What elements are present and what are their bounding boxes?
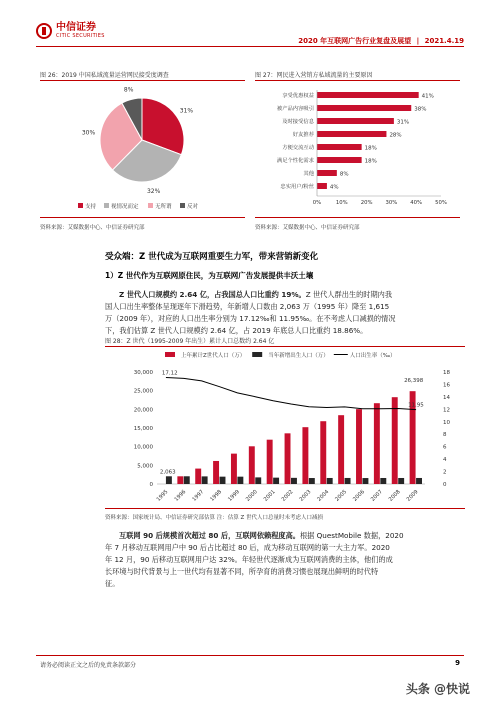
combo-bar-s0-7 [285, 433, 291, 484]
hbar-value-5: 18% [364, 158, 377, 165]
combo-ytick-left-5: 25,000 [133, 388, 153, 395]
hbar-value-0: 41% [421, 93, 434, 100]
paragraph-1 [105, 289, 465, 337]
hbar-category-7: 忠实用户/粉丝 [280, 184, 314, 190]
combo-bar-s0-9 [320, 421, 326, 484]
fig26-title: 图 26：2019 中国私域流量运营网民接受度调查 [40, 72, 169, 79]
fig28-title: 图 28：Z 世代（1995-2009 年出生）累计人口总数约 2.64 亿 [105, 338, 275, 345]
hbar-value-7: 4% [329, 184, 339, 191]
combo-bar-s1-4 [237, 477, 243, 484]
combo-bar-s1-1 [184, 476, 190, 484]
combo-xtick-10: 2005 [334, 489, 349, 503]
pie-legend-swatch-0 [78, 203, 83, 208]
hbar-xtick-3: 30% [385, 200, 398, 206]
hbar-value-3: 28% [389, 132, 402, 139]
combo-ytick-right-2: 4 [443, 457, 447, 464]
combo-bar-s1-12 [380, 478, 386, 484]
report-title: 2020 年互联网广告行业复盘及展望 [298, 37, 412, 45]
hbar-category-2: 及时接受信息 [282, 119, 314, 125]
combo-xtick-9: 2004 [316, 489, 331, 503]
combo-bar-s1-13 [398, 478, 404, 484]
report-date: 2021.4.19 [424, 37, 464, 45]
pie-legend-swatch-2 [148, 203, 153, 208]
combo-annot-start-pop: 2,063 [159, 469, 176, 476]
hbar-bar-0 [317, 92, 419, 98]
combo-bar-s1-7 [291, 478, 297, 484]
combo-xtick-3: 1998 [209, 489, 224, 503]
fig27-title: 图 27：网民进入营销方私域流量的主要原因 [255, 72, 373, 79]
combo-ytick-right-0: 0 [443, 482, 447, 488]
hbar-category-1: 被产品内容吸引 [276, 106, 314, 112]
fig27-rule [255, 80, 460, 81]
pie-label-1: 32% [146, 187, 161, 195]
para2-line3: 年 12 月，90 后移动互联网用户达 32%。年轻世代逐渐成为互联网消费的主体，他们的成 [105, 555, 393, 564]
fig26-source: 资料来源：艾媒数据中心、中信证券研究部 [40, 225, 145, 231]
hbar-category-5: 满足个性化需求 [276, 158, 314, 164]
fig26-bottom-rule [40, 217, 245, 218]
pie-legend-label-0: 支持 [85, 204, 97, 210]
combo-legend-swatch-1 [252, 352, 262, 357]
fig27-bar-chart [255, 82, 460, 214]
para2-line2: 年 7 月移动互联网用户中 90 后占比超过 80 后，成为移动互联网的第一大主力军。2020 [105, 543, 390, 552]
para1-line4: 下，我们估算 Z 世代人口规模约 2.64 亿，占 2019 年底总人口比重约 18.86%。 [105, 326, 368, 335]
combo-legend-label-2: 人口出生率（‰） [349, 353, 396, 359]
combo-bar-s1-6 [273, 478, 279, 484]
combo-bar-s0-3 [213, 461, 219, 484]
hbar-bar-1 [317, 105, 411, 111]
hbar-value-1: 38% [414, 106, 427, 113]
hbar-value-6: 8% [339, 171, 349, 178]
fig27-bottom-rule [255, 217, 460, 218]
page-number: 9 [455, 659, 460, 667]
hbar-value-2: 31% [396, 119, 410, 126]
hbar-bar-7 [317, 183, 327, 189]
combo-xtick-8: 2003 [298, 489, 313, 503]
hbar-value-4: 18% [364, 145, 377, 152]
hbar-xtick-0: 0% [312, 200, 322, 206]
brand-logo [36, 23, 105, 39]
combo-ytick-right-8: 16 [443, 382, 450, 389]
combo-ytick-left-1: 5,000 [137, 463, 153, 470]
combo-xtick-0: 1995 [155, 489, 170, 503]
para2-line1: 根据 QuestMobile 数据，2020 [299, 531, 404, 540]
section-title: 受众端：Z 世代成为互联网重要生力军，带来营销新变化 [105, 252, 319, 262]
combo-bar-s0-11 [356, 409, 362, 484]
pie-legend-swatch-1 [104, 203, 109, 208]
combo-ytick-right-6: 12 [443, 407, 450, 414]
hbar-bar-5 [317, 157, 362, 163]
combo-ytick-left-4: 20,000 [133, 407, 153, 414]
watermark: 头条 @快说 [405, 682, 470, 696]
combo-ytick-right-5: 10 [443, 419, 450, 426]
fig26-rule [40, 80, 245, 81]
combo-bar-s0-1 [177, 476, 183, 484]
combo-bar-s0-2 [195, 469, 201, 484]
combo-ytick-right-3: 6 [443, 444, 447, 451]
combo-xtick-12: 2007 [370, 489, 384, 503]
pie-legend-swatch-3 [180, 203, 185, 208]
combo-bar-s1-14 [416, 478, 422, 484]
combo-bar-s0-8 [302, 427, 308, 484]
pie-label-3: 8% [123, 86, 134, 94]
pie-label-2: 30% [81, 129, 96, 137]
para1-lead: Z 世代人口规模约 2.64 亿，占我国总人口比重约 19%。 [119, 290, 306, 299]
hbar-bar-2 [317, 118, 394, 124]
combo-bar-s1-10 [345, 478, 351, 484]
para1-line1: Z 世代人群出生的时期内我 [305, 290, 393, 299]
footer-divider [36, 655, 464, 656]
fig26-pie-chart [40, 82, 245, 214]
combo-ytick-right-9: 18 [443, 370, 450, 376]
fig28-combo-chart [105, 348, 465, 506]
combo-bar-s1-3 [220, 477, 226, 484]
hbar-xtick-4: 40% [410, 200, 423, 206]
combo-bar-s1-11 [362, 478, 368, 484]
combo-legend-swatch-0 [165, 352, 175, 357]
combo-xtick-2: 1997 [191, 489, 206, 503]
combo-bar-s0-4 [231, 454, 237, 484]
fig28-bottom-rule [105, 508, 465, 509]
combo-annot-start-rate: 17.12 [161, 370, 178, 377]
combo-ytick-left-0: 0 [149, 482, 153, 488]
hbar-xtick-5: 50% [435, 200, 447, 206]
logo-en: CITIC SECURITIES [56, 33, 105, 39]
combo-annot-end-pop: 26,398 [404, 378, 424, 385]
para2-line5: 征。 [105, 579, 120, 588]
pie-legend-label-1: 视情况而定 [111, 204, 139, 210]
footer-disclaimer: 请务必阅读正文之后的免责条款部分 [40, 662, 137, 669]
header-divider [36, 46, 464, 47]
combo-ytick-right-7: 14 [443, 394, 450, 401]
sub-title: 1）Z 世代作为互联网原住民，为互联网广告发展提供丰沃土壤 [105, 271, 314, 280]
pie-legend-label-2: 无所谓 [155, 204, 172, 210]
combo-xtick-13: 2008 [387, 489, 402, 503]
combo-bar-s0-6 [267, 440, 273, 484]
paragraph-2 [105, 530, 465, 590]
combo-annot-end-rate: 11.95 [408, 402, 424, 409]
combo-xtick-4: 1999 [227, 489, 241, 503]
combo-bar-s1-0 [166, 476, 172, 484]
para2-line4: 长环境与时代背景与上一世代均有显著不同，所孕育的消费习惯也展现出鲜明的时代特 [105, 567, 379, 576]
logo-icon [36, 23, 52, 39]
hbar-category-0: 享受优惠权益 [282, 93, 314, 99]
fig28-rule [105, 346, 465, 347]
hbar-category-4: 方便交流互动 [282, 145, 314, 151]
combo-bar-s0-13 [392, 397, 398, 484]
combo-xtick-6: 2001 [262, 489, 277, 503]
hbar-category-3: 好友推荐 [292, 132, 314, 138]
para2-lead: 互联网 90 后规模首次超过 80 后，互联网依赖程度高。 [119, 531, 300, 540]
combo-xtick-11: 2006 [352, 489, 367, 503]
combo-bar-s0-5 [249, 446, 255, 484]
logo-cn: 中信证券 [56, 22, 96, 33]
combo-legend-label-0: 上年累计Z世代人口（万） [181, 353, 246, 359]
combo-ytick-left-6: 30,000 [133, 370, 153, 376]
combo-xtick-7: 2002 [280, 489, 295, 503]
combo-ytick-right-1: 2 [443, 469, 447, 476]
combo-xtick-5: 2000 [245, 489, 259, 503]
hbar-category-6: 其他 [303, 171, 314, 177]
combo-bar-s1-2 [202, 476, 208, 484]
hbar-xtick-1: 10% [335, 200, 348, 206]
combo-ytick-left-2: 10,000 [133, 444, 153, 451]
combo-bar-s1-5 [255, 477, 261, 484]
fig27-source: 资料来源：艾媒数据中心、中信证券研究部 [255, 225, 360, 231]
pie-legend-label-3: 反对 [187, 204, 199, 210]
fig28-source: 资料来源：国家统计局、中信证券研究部估算 注：估算 Z 世代人口总量时未考虑人口减损 [105, 515, 324, 521]
hbar-bar-6 [317, 170, 337, 176]
hbar-xtick-2: 20% [360, 200, 373, 206]
report-header: 2020 年互联网广告行业复盘及展望 | 2021.4.19 [298, 37, 464, 45]
combo-bar-s1-9 [327, 478, 333, 484]
hbar-bar-4 [317, 144, 362, 150]
combo-ytick-left-3: 15,000 [133, 426, 153, 432]
hbar-bar-3 [317, 131, 386, 137]
para1-line3: 万（2009 年），对应的人口出生率分别为 17.12‰和 11.95‰。在不考虑人口减损的情况 [105, 314, 396, 323]
combo-bar-s0-12 [374, 403, 380, 484]
combo-bar-s0-10 [338, 415, 344, 484]
combo-ytick-right-4: 8 [443, 432, 447, 439]
combo-bar-s1-8 [309, 478, 315, 484]
combo-legend-label-1: 当年新增出生人口（万） [268, 353, 329, 359]
combo-xtick-1: 1996 [173, 489, 188, 503]
pie-label-0: 31% [179, 107, 194, 115]
para1-line2: 国人口出生率整体呈现逐年下滑趋势，年新增人口数由 2,063 万（1995 年）降至 1,615 [105, 302, 390, 311]
combo-xtick-14: 2009 [405, 489, 420, 503]
